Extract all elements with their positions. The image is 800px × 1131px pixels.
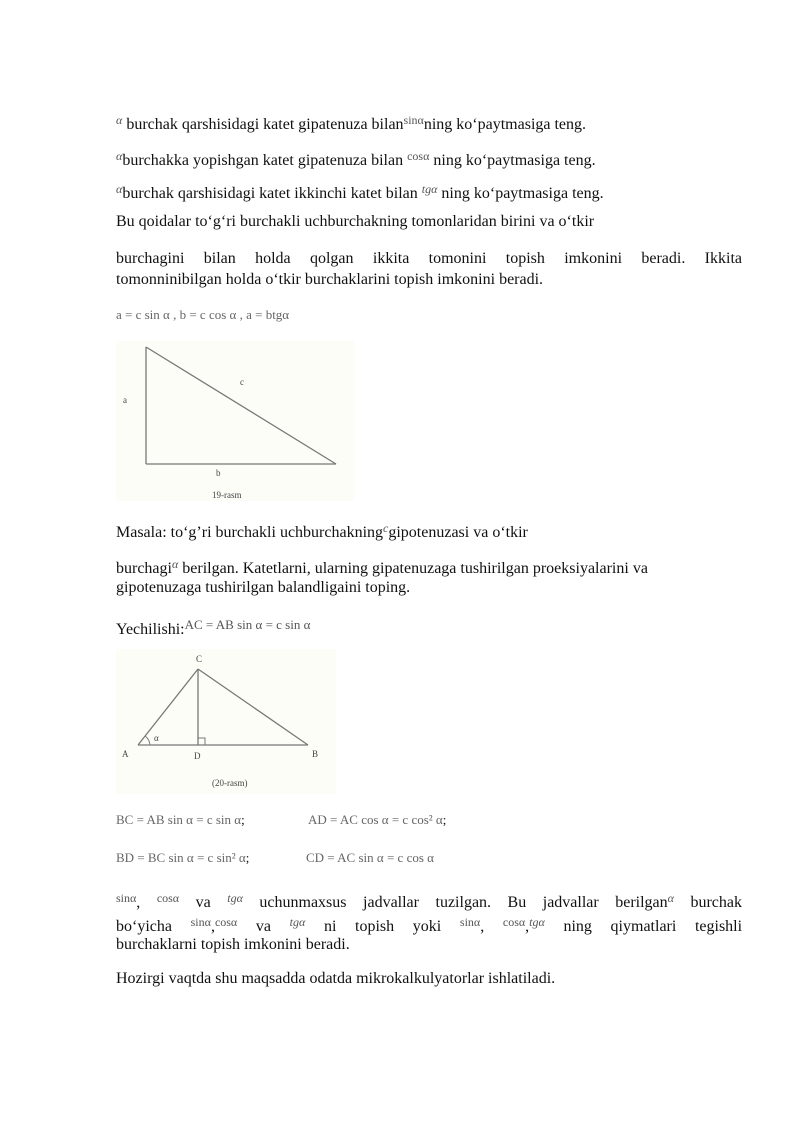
text: ning ko‘paytmasiga teng.: [429, 152, 596, 169]
math-c: c: [383, 521, 389, 535]
math-sin-alpha: sinα: [116, 891, 137, 905]
problem-line-3: gipotenuzaga tushirilgan balandligaini toping.: [116, 579, 411, 596]
text: berilgan. Katetlarni, ularning gipatenuzaga tushirilgan proeksiyalarini va: [178, 560, 648, 577]
angle-alpha-label: α: [154, 733, 159, 743]
text: ning ko‘paytmasiga teng.: [437, 185, 604, 202]
figure-19: [116, 341, 354, 501]
vertex-b-label: B: [312, 749, 319, 759]
text: ni topish yoki: [323, 918, 442, 935]
math-cos-alpha: cosα: [407, 149, 430, 163]
side-c-label: c: [240, 377, 244, 387]
figure-20: [116, 649, 336, 794]
paragraph-line: Bu qoidalar to‘g‘ri burchakli uchburchakning tomonlaridan birini va o‘tkir: [116, 213, 595, 230]
vertex-c-label: C: [196, 654, 203, 664]
text: burchak qarshisidagi katet ikkinchi katet bilan: [122, 185, 422, 202]
text: burchagi: [116, 560, 172, 577]
final-line: Hozirgi vaqtda shu maqsadda odatda mikrokalkulyatorlar ishlatiladi.: [116, 970, 556, 987]
math-cos-alpha: cosα: [502, 915, 526, 929]
text: uchunmaxsus jadvallar tuzilgan. Bu jadvallar berilgan: [259, 894, 668, 911]
formula-bd: BD = BC sin α = c sin² α: [116, 850, 246, 865]
formula-row-2b: [308, 812, 446, 828]
math-alpha: α: [116, 113, 123, 127]
math-sin-alpha: sinα: [190, 915, 211, 929]
vertex-d-label: D: [194, 751, 201, 761]
tables-line-2: [116, 912, 742, 937]
math-alpha: α: [667, 891, 674, 905]
problem-line-1: [116, 518, 528, 543]
math-alpha: α: [116, 149, 123, 163]
math-sin-alpha: sinα: [459, 915, 481, 929]
rule-line-3: [116, 179, 604, 204]
text: burchak: [673, 894, 743, 911]
text: burchakka yopishgan katet gipatenuza bilan: [122, 152, 408, 169]
math-alpha: α: [116, 182, 123, 196]
problem-line-2: [116, 554, 648, 579]
formula-row-2: [116, 812, 245, 828]
math-tg-alpha: tgα: [421, 182, 438, 196]
separator: ;: [241, 812, 245, 827]
text: ning qiymatlari tegishli: [563, 918, 743, 935]
paragraph-line: tomonninibilgan holda o‘tkir burchaklarini topish imkonini beradi.: [116, 271, 544, 288]
rule-line-1: [116, 110, 586, 135]
text: va: [195, 894, 211, 911]
math-sin-alpha: sinα: [403, 113, 424, 127]
paragraph-line: burchagini bilan holda qolgan ikkita tomonini topish imkonini beradi. Ikkita: [116, 250, 742, 267]
figure-caption: (20-rasm): [212, 778, 248, 788]
text: gipotenuzasi va o‘tkir: [388, 524, 528, 541]
text: Masala: to‘g’ri burchakli uchburchakning: [116, 524, 384, 541]
math-tg-alpha: tgα: [289, 915, 306, 929]
text: ,: [480, 918, 485, 935]
math-tg-alpha: tgα: [227, 891, 243, 905]
tables-line-3: burchaklarni topish imkonini beradi.: [116, 936, 350, 953]
figure-caption: 19-rasm: [212, 490, 242, 500]
separator: ;: [442, 812, 447, 827]
text: ning ko‘paytmasiga teng.: [423, 116, 587, 133]
text: ,: [136, 894, 141, 911]
math-alpha: α: [171, 557, 179, 571]
math-tg-alpha: tgα: [529, 915, 545, 929]
text: va: [255, 918, 271, 935]
side-b-label: b: [216, 468, 221, 478]
text: burchak qarshisidagi katet gipatenuza bilan: [122, 116, 404, 133]
formula-ac: AC = AB sin α = c sin α: [184, 617, 311, 632]
solution-line: [116, 615, 310, 640]
separator: ;: [245, 850, 250, 865]
formula-ad: AD = AC cos α = c cos² α: [308, 812, 443, 827]
formula-row-3b: CD = AC sin α = c cos α: [306, 850, 434, 865]
text: Yechilishi:: [116, 621, 185, 638]
text: ,: [525, 918, 530, 935]
side-a-label: a: [123, 395, 127, 405]
rule-line-2: [116, 146, 596, 171]
math-cos-alpha: cosα: [156, 891, 180, 905]
formula-row-3: [116, 850, 249, 866]
formula-bc: BC = AB sin α = c sin α: [116, 812, 242, 827]
formula-row-1: a = c sin α , b = c cos α , a = btgα: [116, 307, 290, 322]
text: ,: [210, 918, 215, 935]
text: bo‘yicha: [116, 918, 172, 935]
math-cos-alpha: cosα: [214, 915, 238, 929]
vertex-a-label: A: [122, 749, 129, 759]
tables-line-1: [116, 888, 742, 913]
